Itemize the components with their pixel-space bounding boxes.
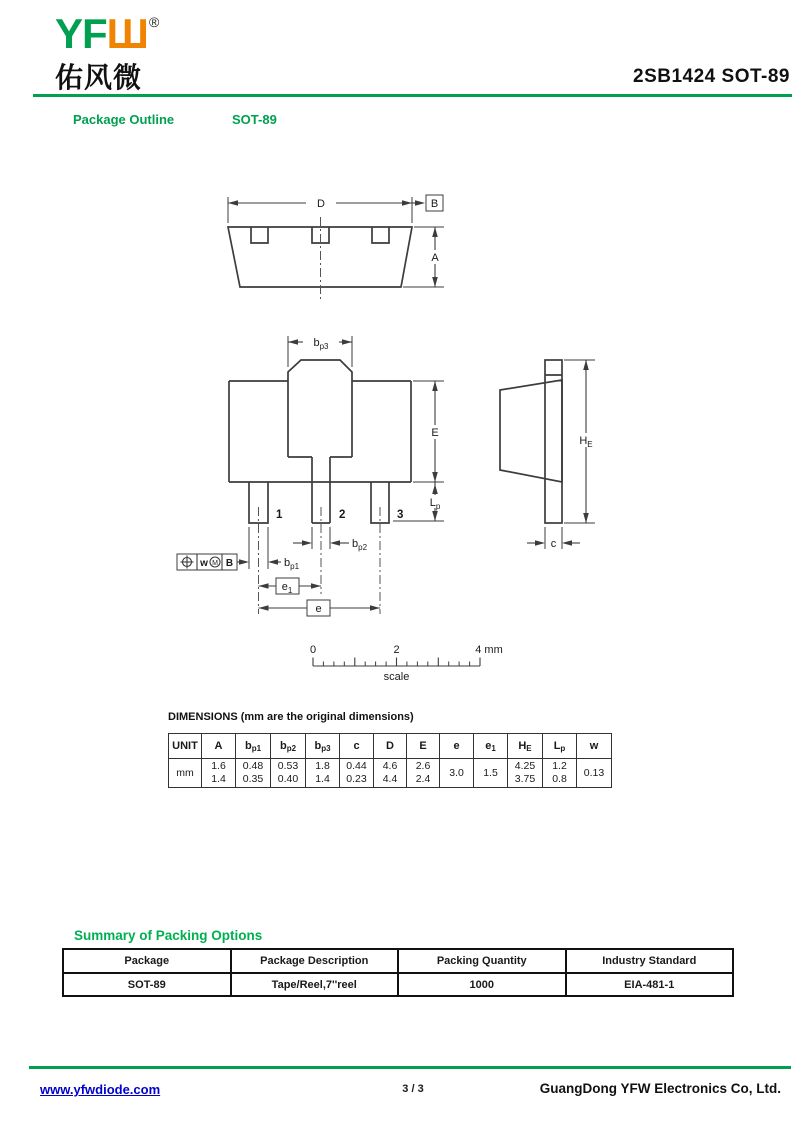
value-cell: 2.6 2.4 (407, 759, 440, 788)
value-cell: EIA-481-1 (566, 973, 734, 996)
packing-options-table (62, 948, 734, 997)
section-package-name: SOT-89 (232, 112, 277, 127)
col-header: A (202, 734, 236, 759)
value-cell: 4.6 4.4 (374, 759, 407, 788)
dim-label-c: c (550, 538, 557, 550)
dim-label-bp2: $b_{p2}$ (352, 538, 368, 552)
website-link[interactable]: www.yfwdiode.com (40, 1082, 161, 1097)
value-cell: 3.0 (440, 759, 474, 788)
company-name: GuangDong YFW Electronics Co, Ltd. (539, 1081, 781, 1096)
svg-text:M: M (212, 560, 218, 567)
col-header: $b_{p2}$ (271, 734, 306, 759)
value-cell: 1.8 1.4 (306, 759, 340, 788)
scale-caption: scale (383, 671, 410, 683)
value-cell: 4.25 3.75 (508, 759, 543, 788)
logo-chinese-text: 佑风微 (55, 62, 143, 93)
section-title: Package Outline (73, 112, 175, 127)
value-cell: 1.2 0.8 (543, 759, 577, 788)
dim-label-bp1: $b_{p1}$ (284, 557, 300, 571)
pin-number-2: 2 (339, 509, 346, 521)
front-view (229, 360, 411, 614)
pin-number-3: 3 (397, 509, 404, 521)
dim-label-HE: $H_E$ (579, 435, 593, 449)
page-number: 3 / 3 (402, 1083, 424, 1095)
header-divider (33, 94, 792, 97)
dim-e (259, 600, 381, 616)
value-cell: 1000 (398, 973, 566, 996)
top-view (228, 217, 412, 299)
dim-label-bp3: $b_{p3}$ (313, 337, 329, 351)
feature-control-frame (177, 554, 249, 570)
scale-tick-0: 0 (309, 644, 317, 656)
dim-bp2 (293, 527, 368, 552)
dimensions-table (168, 733, 612, 788)
datum-label-B: B (430, 198, 439, 210)
dimensions-header-row (169, 734, 612, 759)
logo-yf-text: YF (55, 10, 107, 57)
col-header: E (407, 734, 440, 759)
col-header: Package (63, 949, 231, 973)
col-header: $H_E$ (508, 734, 543, 759)
dim-label-Lp: $L_p$ (429, 497, 441, 511)
logo-w-glyph: Ш (106, 10, 148, 57)
col-header: w (577, 734, 612, 759)
col-header: c (340, 734, 374, 759)
col-header: D (374, 734, 407, 759)
fcf-datum-B: B (225, 558, 234, 569)
dimensions-table-title: DIMENSIONS (mm are the original dimensions) (168, 711, 414, 723)
value-cell: 1.5 (474, 759, 508, 788)
packing-options-title: Summary of Packing Options (74, 928, 263, 943)
value-cell: 0.53 0.40 (271, 759, 306, 788)
dim-c (527, 527, 580, 550)
side-view (500, 360, 562, 523)
pin-number-1: 1 (276, 509, 283, 521)
value-cell: SOT-89 (63, 973, 231, 996)
value-cell: 1.6 1.4 (202, 759, 236, 788)
value-cell: Tape/Reel,7''reel (231, 973, 399, 996)
value-cell: 0.44 0.23 (340, 759, 374, 788)
dim-e1 (259, 578, 322, 595)
scale-bar (310, 644, 503, 683)
datum-B-box (426, 195, 443, 211)
fcf-tolerance-w: w (200, 558, 208, 569)
dim-label-E: E (431, 427, 439, 439)
scale-tick-2: 2 (393, 644, 400, 656)
yfw-logo (55, 10, 148, 58)
scale-tick-4mm: 4 mm (475, 644, 503, 656)
dim-HE (564, 360, 596, 523)
col-header: UNIT (169, 734, 202, 759)
dim-D (228, 197, 425, 223)
dim-E (413, 381, 444, 482)
value-cell: 0.48 0.35 (236, 759, 271, 788)
col-header: $b_{p3}$ (306, 734, 340, 759)
col-header: $L_p$ (543, 734, 577, 759)
col-header: e (440, 734, 474, 759)
registered-trademark-icon: ® (149, 14, 160, 30)
dim-label-e1: $e_1$ (281, 581, 293, 595)
package-outline-drawing (0, 130, 800, 700)
document-title: 2SB1424 SOT-89 (633, 66, 790, 87)
col-header: $e_1$ (474, 734, 508, 759)
col-header: Package Description (231, 949, 399, 973)
col-header: $b_{p1}$ (236, 734, 271, 759)
packing-value-row (63, 973, 733, 996)
packing-header-row (63, 949, 733, 973)
footer-divider (29, 1066, 791, 1069)
dimensions-value-row (169, 759, 612, 788)
dim-label-D: D (317, 198, 325, 210)
dim-label-e: e (315, 603, 322, 615)
col-header: Packing Quantity (398, 949, 566, 973)
col-header: Industry Standard (566, 949, 734, 973)
dim-label-A: A (431, 252, 439, 264)
dim-bp1 (249, 527, 300, 571)
value-cell: 0.13 (577, 759, 612, 788)
unit-cell: mm (169, 759, 202, 788)
